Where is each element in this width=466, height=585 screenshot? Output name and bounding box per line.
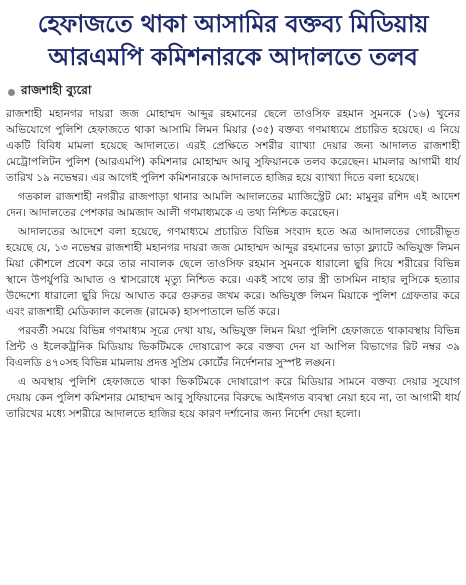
paragraph-3: আদালতের আদেশে বলা হয়েছে, গণমাধ্যমে প্রচারিত বিভিন্ন সংবাদ হতে অত্র আদালতের গোচরীভূত হয়েছে যে, ১৩ নভেম্বর রাজশাহী মহানগর দায়রা জজ মোহাম্মদ আব্দুর রহমানের ভাড়া ফ্ল্যাটে অভিযুক্ত লিমন মিয়া কৌশলে প্রবেশ করে তার নাবালক ছেলে তাওসিফ রহমান সুমনকে ধারালো ছুরি দিয়ে শরীরের বিভিন্ন স্থানে উপর্যুপরি আঘাত ও শ্বাসরোধে মৃত্যু নিশ্চিত করে। একই সাথে তার স্ত্রী তাসমিন নাহার লুসিকে হত্যার উদ্দেশ্যে ধারালো ছুরি দিয়ে আঘাত করে গুরুতর জখম করে। অভিযুক্ত লিমন মিয়াকে পুলিশ গ্রেফতার করে এবং রাজশাহী মেডিক্যাল কলেজ (রামেক) হাসপাতালে ভর্তি করে। bbox=[6, 226, 460, 318]
paragraph-4: পরবর্তী সময়ে বিভিন্ন গণমাধ্যম সূত্রে দেখা যায়, অভিযুক্ত লিমন মিয়া পুলিশি হেফাজতে থাকাবস্থায় বিভিন্ন প্রিন্ট ও ইলেকট্রনিক মিডিয়ায় ভিকটিমকে দোষারোপ করে বক্তব্য দেন যা আপিল বিভাগের রিট নম্বর ৩৯ বিএলডি ৪৭০সহ বিভিন্ন মামলায় প্রদত্ত সুপ্রিম কোর্টের নির্দেশনার সুস্পষ্ট লঙ্ঘন। bbox=[6, 325, 460, 369]
headline-line-2: আরএমপি কমিশনারকে আদালতে তলব bbox=[48, 43, 418, 71]
byline bbox=[8, 84, 466, 100]
headline-line-1: হেফাজতে থাকা আসামির বক্তব্য মিডিয়ায় bbox=[37, 10, 429, 38]
paragraph-5: এ অবস্থায় পুলিশি হেফাজতে থাকা ভিকটিমকে দোষারোপ করে মিডিয়ার সামনে বক্তব্য দেয়ার সুযোগ দেয়ায় কেন পুলিশ কমিশনার মোহাম্মদ আবু সুফিয়ানের বিরুদ্ধে আইনগত ব্যবস্থা নেয়া হবে না, তা আগামী ধার্য তারিখের মধ্যে সশরীরে আদালতে হাজির হয়ে কারণ দর্শানোর জন্য নির্দেশ দেয়া হলো। bbox=[6, 376, 460, 420]
paragraph-1: রাজশাহী মহানগর দায়রা জজ মোহাম্মদ আব্দুর রহমানের ছেলে তাওসিফ রহমান সুমনকে (১৬) খুনের অভিযোগে পুলিশি হেফাজতে থাকা আসামি লিমন মিয়ার (৩৫) বক্তব্য গণমাধ্যমে প্রচারিত হয়েছে। এ নিয়ে একটি বিবিধ মামলা হয়েছে আদালতে। এরই প্রেক্ষিতে সশরীর ব্যাখ্যা দেয়ার জন্য আদালত রাজশাহী মেট্রোপলিটন পুলিশ (আরএমপি) কমিশনার মোহাম্মদ আবু সুফিয়ানকে তলব করেছেন। মামলার আগামী ধার্য তারিখ ১৯ নভেম্বর। এর আগেই পুলিশ কমিশনারকে আদালতে হাজির হয়ে ব্যাখ্যা দিতে বলা হয়েছে। bbox=[6, 108, 460, 184]
paragraph-2: গতকাল রাজশাহী নগরীর রাজপাড়া থানার আমলি আদালতের ম্যাজিস্ট্রেট মো: মামুনুর রশিদ এই আদেশ দেন। আদালতের পেশকার আমজাদ আলী গণমাধ্যমকে এ তথ্য নিশ্চিত করেছেন। bbox=[6, 191, 460, 219]
bullet-icon bbox=[8, 89, 15, 96]
headline bbox=[0, 0, 466, 74]
article-body bbox=[6, 106, 460, 422]
byline-text: রাজশাহী ব্যুরো bbox=[21, 83, 92, 97]
